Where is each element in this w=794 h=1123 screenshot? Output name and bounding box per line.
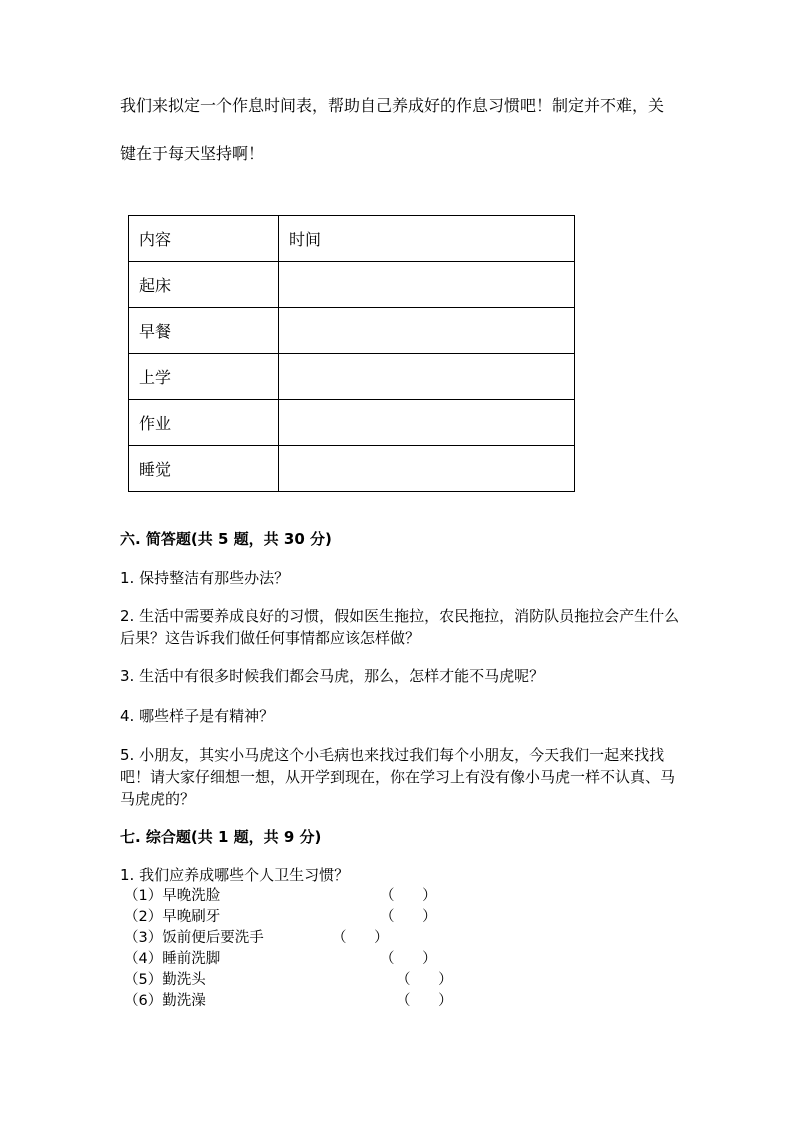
habit-item-label: （4）睡前洗脚 — [124, 951, 221, 967]
habit-item-label: （5）勤洗头 — [124, 972, 206, 988]
habit-item-label: （1）早晚洗脸 — [124, 888, 221, 904]
habit-item-label: （2）早晚刷牙 — [124, 909, 221, 925]
habit-item-label: （3）饭前便后要洗手 — [124, 930, 264, 946]
table-cell-time[interactable] — [279, 400, 575, 446]
habit-item-label: （6）勤洗澡 — [124, 993, 206, 1009]
answer-paren[interactable]: （ ） — [380, 951, 437, 967]
answer-paren[interactable]: （ ） — [380, 888, 437, 904]
table-header-content: 内容 — [129, 216, 279, 262]
answer-paren[interactable]: （ ） — [396, 972, 453, 988]
table-header-row — [129, 216, 575, 262]
table-row — [129, 262, 575, 308]
table-cell-activity: 早餐 — [129, 308, 279, 354]
table-cell-activity: 起床 — [129, 262, 279, 308]
answer-paren[interactable]: （ ） — [396, 993, 453, 1009]
question-6-1: 1. 保持整洁有那些办法？ — [120, 569, 290, 587]
table-cell-time[interactable] — [279, 308, 575, 354]
section-6-title: 六. 简答题(共 5 题，共 30 分) — [120, 530, 332, 548]
table-row — [129, 400, 575, 446]
table-row — [129, 446, 575, 492]
question-6-3: 3. 生活中有很多时候我们都会马虎，那么，怎样才能不马虎呢？ — [120, 667, 545, 685]
intro-line-1: 我们来拟定一个作息时间表，帮助自己养成好的作息习惯吧！制定并不难，关 — [120, 96, 665, 115]
table-header-time: 时间 — [279, 216, 575, 262]
question-6-4: 4. 哪些样子是有精神？ — [120, 707, 275, 725]
question-7-1: 1. 我们应养成哪些个人卫生习惯？ — [120, 866, 350, 884]
answer-paren[interactable]: （ ） — [332, 930, 389, 946]
section-7-title: 七. 综合题(共 1 题，共 9 分) — [120, 828, 322, 846]
table-cell-time[interactable] — [279, 262, 575, 308]
table-cell-activity: 睡觉 — [129, 446, 279, 492]
table-row — [129, 354, 575, 400]
table-cell-time[interactable] — [279, 354, 575, 400]
question-6-2: 2. 生活中需要养成良好的习惯，假如医生拖拉，农民拖拉，消防队员拖拉会产生什么后果？这告诉我们做任何事情都应该怎样做？ — [120, 607, 680, 647]
table-row — [129, 308, 575, 354]
table-cell-activity: 作业 — [129, 400, 279, 446]
question-6-5: 5. 小朋友，其实小马虎这个小毛病也来找过我们每个小朋友，今天我们一起来找找吧！请大家仔细想一想，从开学到现在，你在学习上有没有像小马虎一样不认真、马马虎虎的？ — [120, 746, 676, 808]
table-cell-activity: 上学 — [129, 354, 279, 400]
table-cell-time[interactable] — [279, 446, 575, 492]
intro-line-2: 键在于每天坚持啊！ — [120, 144, 265, 163]
answer-paren[interactable]: （ ） — [380, 909, 437, 925]
schedule-table — [128, 215, 575, 492]
